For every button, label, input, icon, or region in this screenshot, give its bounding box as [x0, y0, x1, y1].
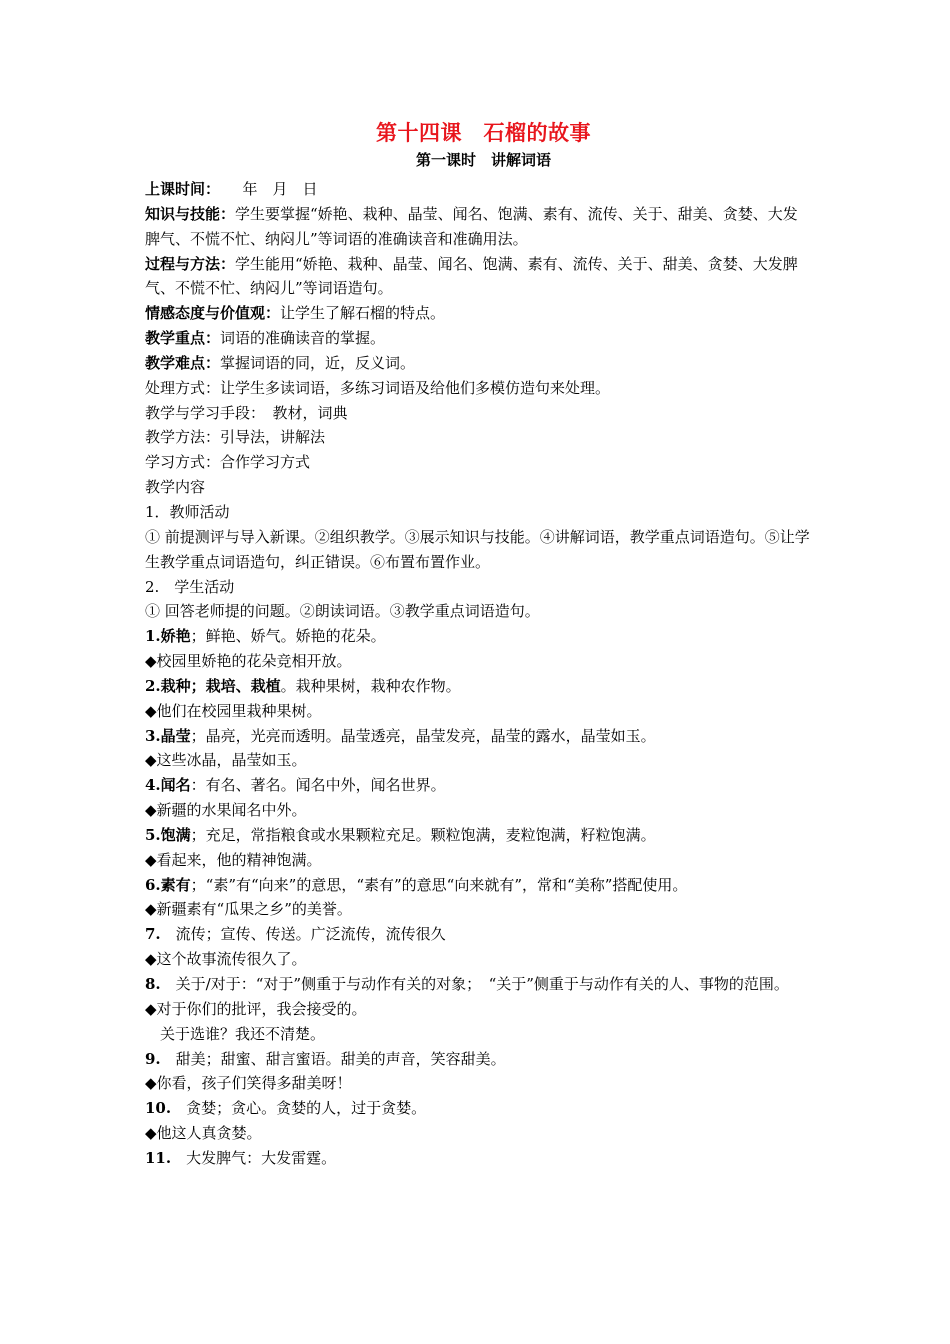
text-line	[145, 773, 810, 798]
line-text: 贪婪；贪心。贪婪的人，过于贪婪。	[171, 1099, 427, 1118]
line-text: ◆校园里娇艳的花朵竞相开放。	[145, 652, 352, 671]
line-label: 11.	[145, 1148, 172, 1167]
line-text: 1．教师活动	[145, 502, 230, 521]
text-line	[145, 1022, 810, 1047]
line-label: 知识与技能：	[145, 204, 236, 223]
line-text: ① 回答老师提的问题。②朗读词语。③教学重点词语造句。	[145, 602, 540, 621]
lesson-body	[145, 177, 810, 1171]
text-line	[145, 1096, 810, 1121]
line-text: ◆这些冰晶，晶莹如玉。	[145, 751, 307, 770]
lesson-title: 第十四课 石榴的故事	[376, 120, 591, 145]
line-text: ◆他这人真贪婪。	[145, 1124, 262, 1143]
line-text: 甜美；甜蜜、甜言蜜语。甜美的声音，笑容甜美。	[160, 1049, 506, 1068]
line-text: ◆这个故事流传很久了。	[145, 950, 307, 969]
text-line	[145, 947, 810, 972]
line-text: 让学生了解石榴的特点。	[280, 304, 446, 323]
text-line	[145, 425, 810, 450]
line-label: 5.饱满	[145, 825, 191, 844]
text-line	[145, 450, 810, 475]
text-line	[145, 724, 810, 749]
text-line	[145, 177, 810, 202]
text-line	[145, 699, 810, 724]
text-line	[145, 301, 810, 326]
line-text: ① 前提测评与导入新课。②组织教学。③展示知识与技能。④讲解词语，教学重点词语造句。⑤让学生教学重点词语造句，纠正错误。⑥布置布置作业。	[145, 527, 810, 571]
line-label: 过程与方法：	[145, 254, 236, 273]
line-label: 1.娇艳	[145, 627, 191, 646]
line-text: ◆对于你们的批评，我会接受的。	[145, 999, 367, 1018]
text-line	[145, 674, 810, 699]
line-text: ；充足，常指粮食或水果颗粒充足。颗粒饱满，麦粒饱满，籽粒饱满。	[190, 825, 656, 844]
line-label: 4.闻名	[145, 776, 191, 795]
line-text: 教学方法：引导法，讲解法	[145, 428, 326, 447]
text-line	[145, 575, 810, 600]
line-text: 词语的准确读音的掌握。	[220, 329, 386, 348]
line-text: 学生要掌握“娇艳、栽种、晶莹、闻名、饱满、素有、流传、关于、甜美、贪婪、大发脾气、不慌不忙、纳闷儿”等词语的准确读音和准确用法。	[145, 204, 798, 248]
line-label: 9.	[145, 1049, 161, 1068]
line-text: ；鲜艳、娇气。娇艳的花朵。	[190, 627, 386, 646]
text-line	[145, 997, 810, 1022]
line-label: 情感态度与价值观：	[145, 304, 281, 323]
line-text: 学习方式：合作学习方式	[145, 453, 311, 472]
line-label: 2.栽种；栽培、栽植	[145, 676, 281, 695]
document-page	[145, 118, 810, 1171]
line-text: ◆他们在校园里栽种果树。	[145, 701, 322, 720]
line-label: 教学难点：	[145, 353, 221, 372]
line-text: 流传；宣传、传送。广泛流传，流传很久	[160, 925, 446, 944]
line-text: ◆新疆素有“瓜果之乡”的美誉。	[145, 900, 352, 919]
text-line	[145, 351, 810, 376]
text-line	[145, 972, 810, 997]
line-text: 学生能用“娇艳、栽种、晶莹、闻名、饱满、素有、流传、关于、甜美、贪婪、大发脾气、不慌不忙、纳闷儿”等词语造句。	[145, 254, 798, 298]
line-text: 掌握词语的同，近，反义词。	[220, 353, 416, 372]
text-line	[145, 475, 810, 500]
line-text: 关于选谁？我还不清楚。	[145, 1024, 326, 1043]
line-label: 上课时间：	[145, 180, 213, 198]
line-label: 教学重点：	[145, 329, 221, 348]
line-text: ；“素”有“向来”的意思，“素有”的意思“向来就有”，常和“美称”搭配使用。	[190, 875, 688, 894]
line-text: 年 月 日	[212, 180, 318, 198]
text-line	[145, 922, 810, 947]
line-text: 关于/对于：“对于”侧重于与动作有关的对象； “关于”侧重于与动作有关的人、事物的范围。	[160, 975, 789, 993]
line-label: 3.晶莹	[145, 726, 191, 745]
text-line	[145, 823, 810, 848]
line-text: ◆看起来，他的精神饱满。	[145, 850, 322, 869]
line-text: 大发脾气：大发雷霆。	[171, 1148, 337, 1167]
text-line	[145, 873, 810, 898]
text-line	[145, 897, 810, 922]
line-text: 教学内容	[145, 478, 206, 497]
line-text: ◆新疆的水果闻名中外。	[145, 801, 307, 820]
line-text: ◆你看，孩子们笑得多甜美呀！	[145, 1074, 352, 1093]
text-line	[145, 326, 810, 351]
lesson-subtitle: 第一课时 讲解词语	[415, 151, 551, 169]
text-line	[145, 798, 810, 823]
text-line	[145, 649, 810, 674]
text-line	[145, 401, 810, 426]
text-line	[145, 599, 810, 624]
text-line	[145, 500, 810, 525]
text-line	[145, 848, 810, 873]
text-line	[145, 624, 810, 649]
text-line	[145, 376, 810, 401]
text-line	[145, 252, 810, 302]
line-label: 7.	[145, 925, 161, 944]
line-label: 8.	[145, 975, 161, 993]
line-text: ：有名、著名。闻名中外，闻名世界。	[190, 776, 446, 795]
line-text: ；晶亮，光亮而透明。晶莹透亮，晶莹发亮，晶莹的露水，晶莹如玉。	[190, 726, 656, 745]
text-line	[145, 1121, 810, 1146]
line-label: 10.	[145, 1099, 172, 1118]
line-text: 2. 学生活动	[145, 577, 235, 596]
line-text: 教学与学习手段： 教材，词典	[145, 403, 348, 422]
text-line	[145, 1071, 810, 1096]
text-line	[145, 1047, 810, 1072]
text-line	[145, 1146, 810, 1171]
line-label: 6.素有	[145, 875, 191, 894]
text-line	[145, 202, 810, 252]
text-line	[145, 525, 810, 575]
line-text: 处理方式：让学生多读词语，多练习词语及给他们多模仿造句来处理。	[145, 378, 611, 397]
line-text: 。栽种果树，栽种农作物。	[280, 676, 461, 695]
text-line	[145, 748, 810, 773]
